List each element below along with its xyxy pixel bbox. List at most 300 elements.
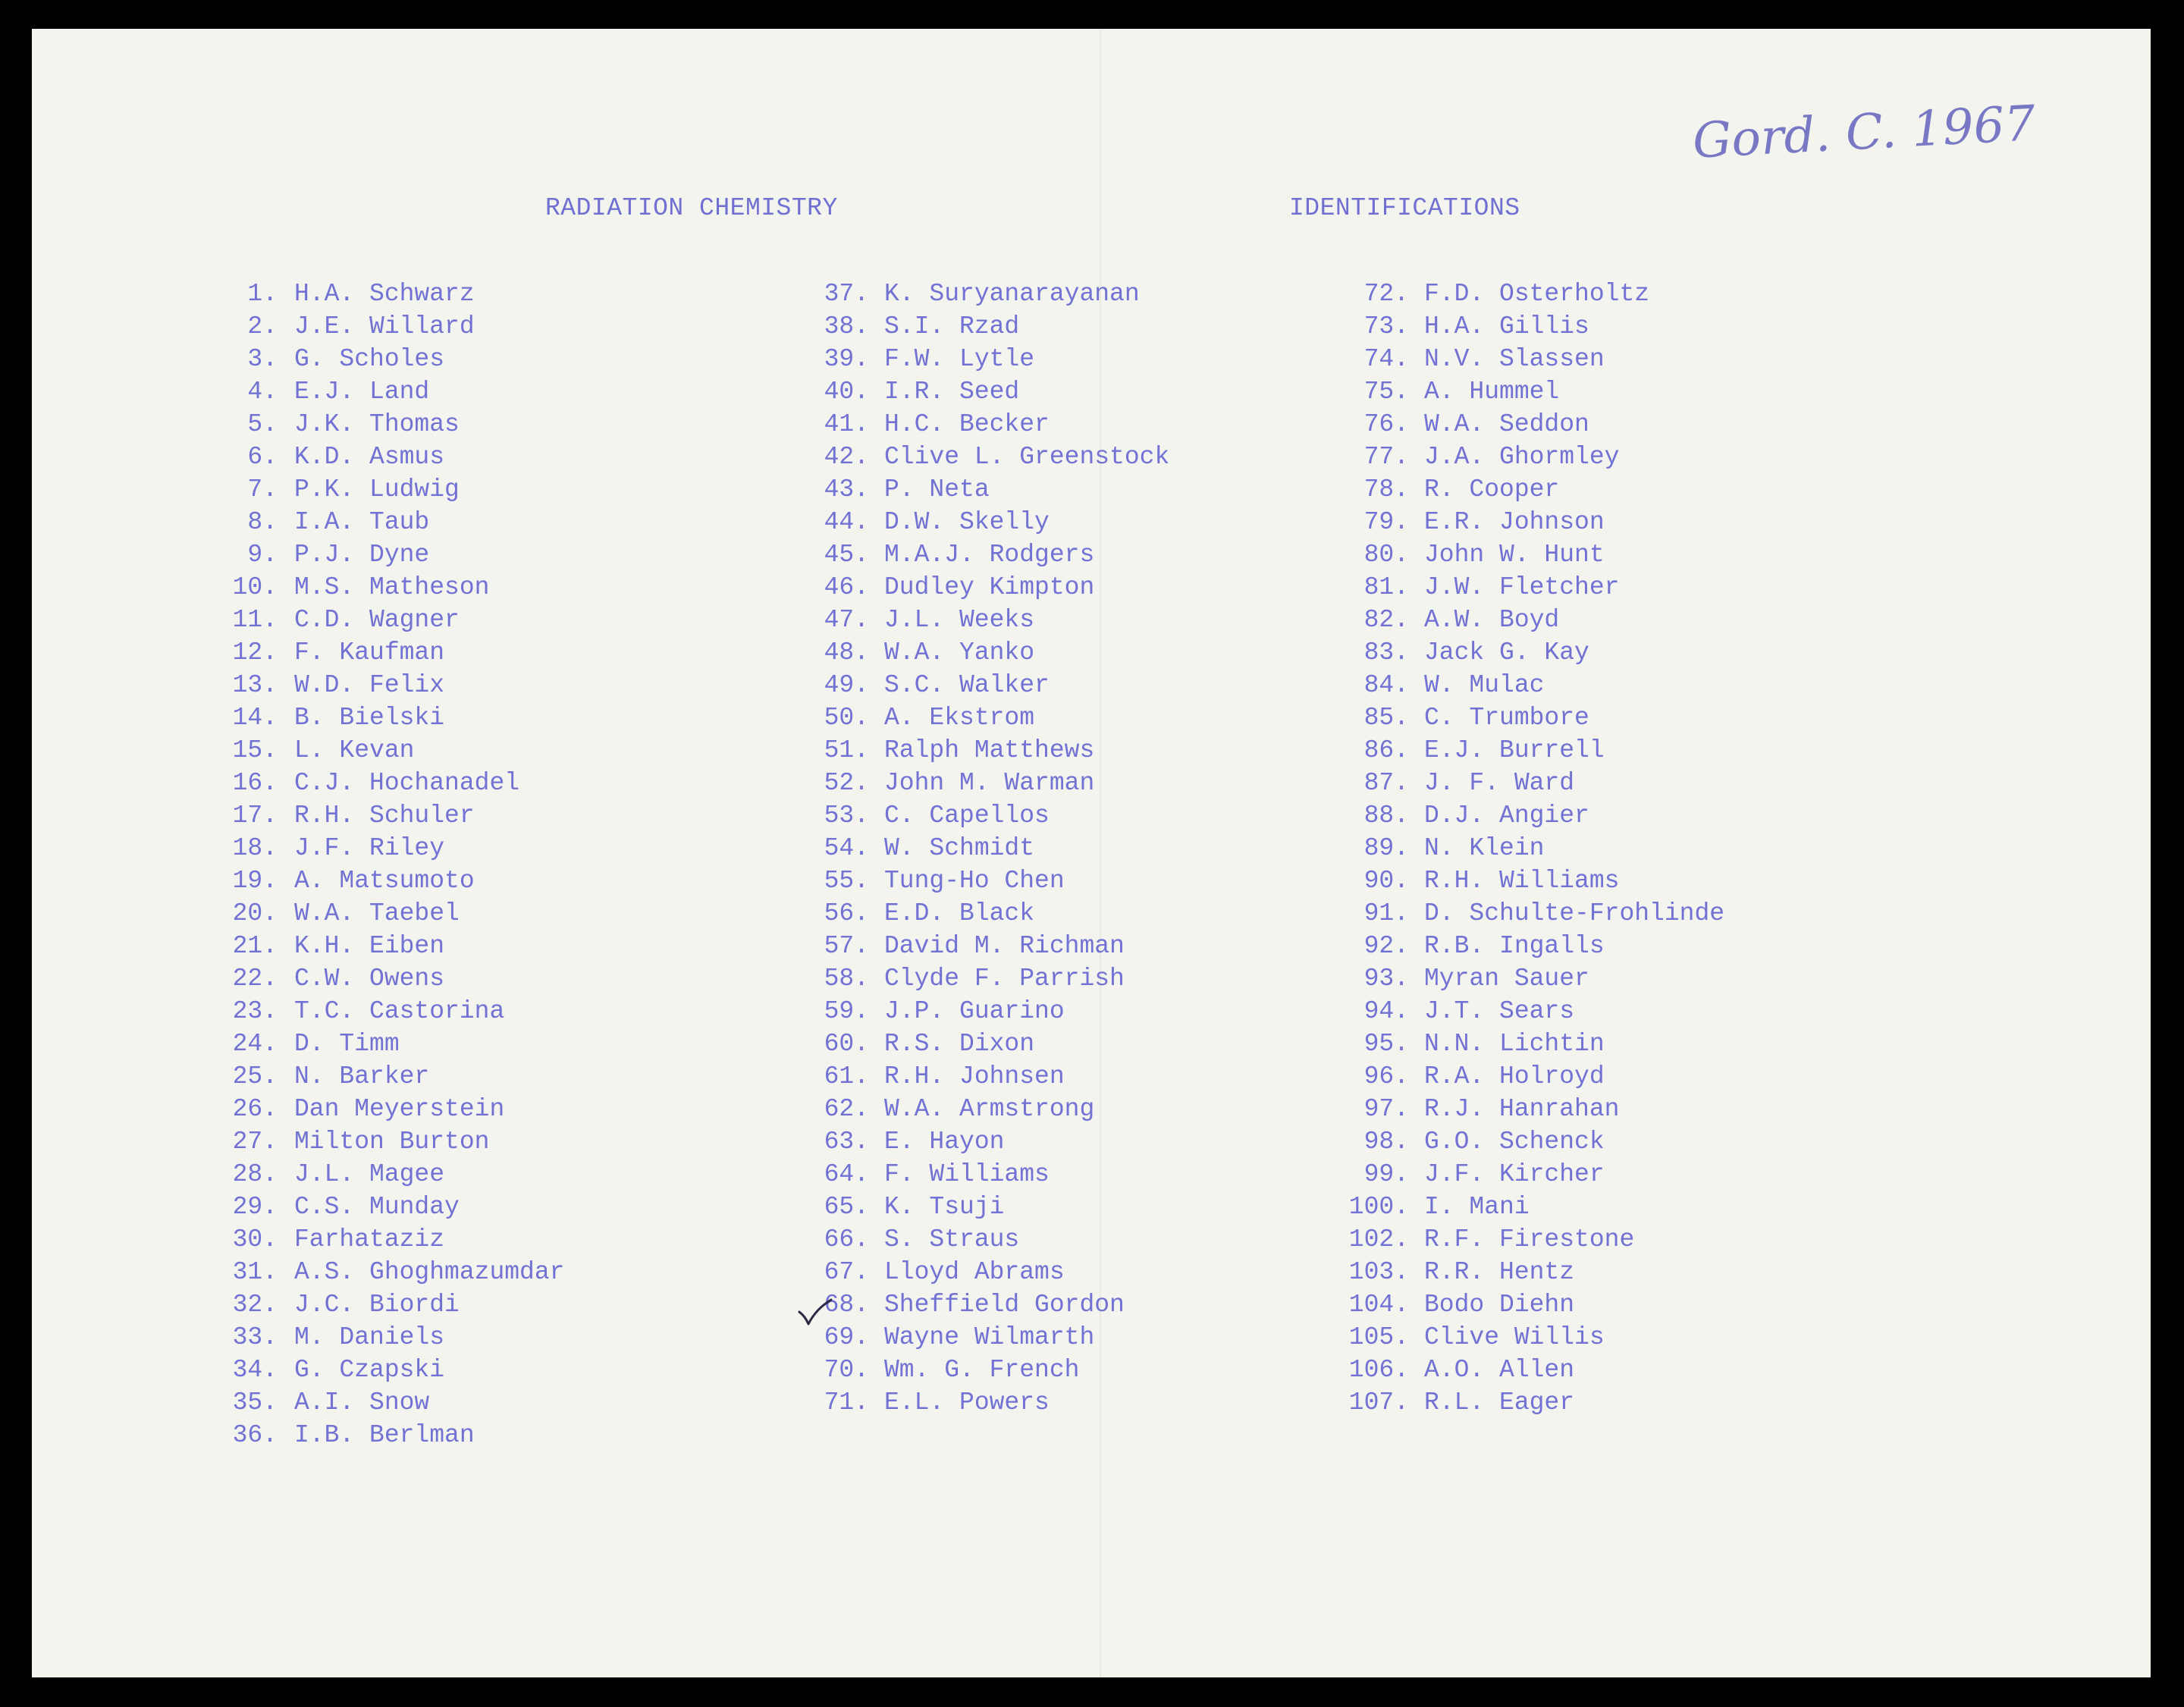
entry-name: J.P. Guarino [884, 997, 1065, 1025]
entry-name: J.E. Willard [294, 312, 475, 340]
list-item [805, 995, 1169, 1028]
list-item [223, 1223, 564, 1256]
entry-number: 86. [1363, 736, 1409, 764]
entry-number: 68. [824, 1291, 869, 1319]
entry-number: 94. [1363, 997, 1409, 1025]
entry-name: A.S. Ghoghmazumdar [294, 1258, 565, 1286]
entry-name: K.D. Asmus [294, 443, 445, 471]
entry-name: K. Tsuji [884, 1193, 1005, 1221]
entry-number: 47. [824, 606, 869, 634]
entry-name: C.D. Wagner [294, 606, 460, 634]
name-column-3 [1345, 278, 1724, 1419]
entry-name: A.W. Boyd [1424, 606, 1560, 634]
entry-number: 30. [232, 1225, 278, 1254]
entry-number: 56. [824, 899, 869, 927]
entry-number: 95. [1363, 1030, 1409, 1058]
entry-name: E.D. Black [884, 899, 1035, 927]
entry-name: D. Schulte-Frohlinde [1424, 899, 1725, 927]
list-item [1345, 636, 1724, 669]
entry-number: 73. [1363, 312, 1409, 340]
list-item [1345, 473, 1724, 506]
entry-number: 63. [824, 1128, 869, 1156]
entry-number: 20. [232, 899, 278, 927]
entry-number: 5. [247, 410, 278, 438]
entry-name: W.D. Felix [294, 671, 445, 699]
entry-number: 102. [1348, 1225, 1409, 1254]
list-item [223, 1419, 564, 1451]
list-item [805, 310, 1169, 343]
entry-number: 43. [824, 475, 869, 504]
entry-name: Lloyd Abrams [884, 1258, 1065, 1286]
entry-number: 29. [232, 1193, 278, 1221]
entry-name: Bodo Diehn [1424, 1291, 1575, 1319]
list-item [805, 1191, 1169, 1223]
entry-name: J.W. Fletcher [1424, 573, 1620, 601]
handwritten-annotation: Gord. C. 1967 [1691, 96, 2037, 170]
entry-number: 23. [232, 997, 278, 1025]
entry-name: J. F. Ward [1424, 769, 1575, 797]
entry-name: I.B. Berlman [294, 1421, 475, 1449]
entry-name: N. Klein [1424, 834, 1545, 862]
list-item [805, 832, 1169, 864]
entry-name: S. Straus [884, 1225, 1020, 1254]
list-item [1345, 1354, 1724, 1386]
list-item [223, 408, 564, 441]
entry-number: 12. [232, 639, 278, 667]
entry-name: J.K. Thomas [294, 410, 460, 438]
entry-name: E.R. Johnson [1424, 508, 1605, 536]
entry-number: 100. [1348, 1193, 1409, 1221]
list-item [1345, 441, 1724, 473]
entry-number: 104. [1348, 1291, 1409, 1319]
list-item [805, 799, 1169, 832]
list-item [805, 343, 1169, 375]
entry-name: John W. Hunt [1424, 541, 1605, 569]
list-item [223, 930, 564, 962]
entry-name: Clive L. Greenstock [884, 443, 1170, 471]
entry-name: W. Schmidt [884, 834, 1035, 862]
entry-number: 49. [824, 671, 869, 699]
list-item [805, 408, 1169, 441]
list-item [805, 1386, 1169, 1419]
entry-name: N. Barker [294, 1062, 430, 1090]
list-item [805, 1158, 1169, 1191]
name-column-2 [805, 278, 1169, 1419]
entry-name: John M. Warman [884, 769, 1095, 797]
entry-number: 11. [232, 606, 278, 634]
entry-name: W.A. Taebel [294, 899, 460, 927]
entry-name: A. Ekstrom [884, 704, 1035, 732]
entry-number: 2. [247, 312, 278, 340]
entry-number: 16. [232, 769, 278, 797]
entry-number: 13. [232, 671, 278, 699]
list-item [1345, 278, 1724, 310]
list-item [1345, 1158, 1724, 1191]
list-item [223, 701, 564, 734]
entry-name: J.F. Kircher [1424, 1160, 1605, 1188]
list-item [223, 538, 564, 571]
entry-number: 96. [1363, 1062, 1409, 1090]
list-item [1345, 799, 1724, 832]
entry-name: E. Hayon [884, 1128, 1005, 1156]
list-item [805, 1321, 1169, 1354]
entry-number: 28. [232, 1160, 278, 1188]
list-item [1345, 995, 1724, 1028]
list-item [223, 734, 564, 767]
list-item [1345, 1093, 1724, 1125]
entry-name: T.C. Castorina [294, 997, 505, 1025]
entry-number: 42. [824, 443, 869, 471]
entry-name: R.H. Williams [1424, 867, 1620, 895]
checkmark-icon [796, 1297, 833, 1327]
list-item [805, 701, 1169, 734]
entry-name: A.I. Snow [294, 1389, 430, 1417]
entry-number: 70. [824, 1356, 869, 1384]
entry-number: 76. [1363, 410, 1409, 438]
list-item [805, 864, 1169, 897]
entry-name: R. Cooper [1424, 475, 1560, 504]
entry-number: 54. [824, 834, 869, 862]
list-item [223, 310, 564, 343]
list-item [1345, 571, 1724, 604]
list-item [1345, 604, 1724, 636]
entry-number: 22. [232, 965, 278, 993]
entry-name: Farhataziz [294, 1225, 445, 1254]
entry-name: C.S. Munday [294, 1193, 460, 1221]
entry-number: 98. [1363, 1128, 1409, 1156]
entry-name: Jack G. Kay [1424, 639, 1589, 667]
entry-name: B. Bielski [294, 704, 445, 732]
list-item [223, 1386, 564, 1419]
entry-number: 81. [1363, 573, 1409, 601]
list-item [1345, 669, 1724, 701]
list-item [223, 1060, 564, 1093]
list-item [223, 473, 564, 506]
entry-name: W.A. Seddon [1424, 410, 1589, 438]
entry-name: I.R. Seed [884, 378, 1020, 406]
entry-number: 66. [824, 1225, 869, 1254]
entry-number: 99. [1363, 1160, 1409, 1188]
list-item [223, 1288, 564, 1321]
entry-number: 52. [824, 769, 869, 797]
list-item [1345, 1028, 1724, 1060]
entry-name: A. Matsumoto [294, 867, 475, 895]
list-item [1345, 767, 1724, 799]
list-item [805, 1354, 1169, 1386]
list-item [1345, 864, 1724, 897]
entry-name: Milton Burton [294, 1128, 490, 1156]
list-item [1345, 1125, 1724, 1158]
entry-number: 51. [824, 736, 869, 764]
name-column-1 [223, 278, 564, 1451]
list-item [805, 1028, 1169, 1060]
entry-number: 59. [824, 997, 869, 1025]
title-identifications: IDENTIFICATIONS [1289, 194, 1520, 222]
list-item [223, 441, 564, 473]
entry-number: 83. [1363, 639, 1409, 667]
entry-name: P.K. Ludwig [294, 475, 460, 504]
entry-name: P.J. Dyne [294, 541, 430, 569]
entry-number: 88. [1363, 802, 1409, 830]
entry-name: W.A. Armstrong [884, 1095, 1095, 1123]
entry-number: 55. [824, 867, 869, 895]
list-item [805, 962, 1169, 995]
entry-number: 37. [824, 280, 869, 308]
entry-number: 15. [232, 736, 278, 764]
list-item [1345, 930, 1724, 962]
entry-number: 92. [1363, 932, 1409, 960]
entry-name: R.A. Holroyd [1424, 1062, 1605, 1090]
list-item [1345, 375, 1724, 408]
entry-name: J.T. Sears [1424, 997, 1575, 1025]
document-page [32, 29, 2151, 1677]
entry-number: 106. [1348, 1356, 1409, 1384]
entry-number: 67. [824, 1258, 869, 1286]
entry-name: Dudley Kimpton [884, 573, 1095, 601]
list-item [1345, 832, 1724, 864]
entry-name: R.J. Hanrahan [1424, 1095, 1620, 1123]
entry-name: D.W. Skelly [884, 508, 1050, 536]
entry-number: 4. [247, 378, 278, 406]
entry-number: 62. [824, 1095, 869, 1123]
list-item [805, 375, 1169, 408]
entry-number: 36. [232, 1421, 278, 1449]
list-item [805, 1060, 1169, 1093]
entry-name: W.A. Yanko [884, 639, 1035, 667]
entry-number: 32. [232, 1291, 278, 1319]
list-item [805, 636, 1169, 669]
list-item [223, 1191, 564, 1223]
entry-number: 9. [247, 541, 278, 569]
list-item [1345, 1223, 1724, 1256]
entry-number: 61. [824, 1062, 869, 1090]
entry-name: E.L. Powers [884, 1389, 1050, 1417]
entry-number: 40. [824, 378, 869, 406]
entry-number: 44. [824, 508, 869, 536]
list-item [223, 897, 564, 930]
entry-name: D.J. Angier [1424, 802, 1589, 830]
list-item [1345, 1321, 1724, 1354]
entry-name: D. Timm [294, 1030, 400, 1058]
list-item [1345, 343, 1724, 375]
entry-number: 91. [1363, 899, 1409, 927]
entry-name: K.H. Eiben [294, 932, 445, 960]
entry-name: Wayne Wilmarth [884, 1323, 1095, 1351]
list-item [805, 1125, 1169, 1158]
entry-name: H.C. Becker [884, 410, 1050, 438]
entry-name: F. Kaufman [294, 639, 445, 667]
entry-number: 14. [232, 704, 278, 732]
entry-number: 26. [232, 1095, 278, 1123]
entry-number: 77. [1363, 443, 1409, 471]
entry-number: 97. [1363, 1095, 1409, 1123]
entry-name: I. Mani [1424, 1193, 1530, 1221]
entry-number: 48. [824, 639, 869, 667]
entry-number: 8. [247, 508, 278, 536]
entry-name: R.H. Johnsen [884, 1062, 1065, 1090]
list-item [1345, 962, 1724, 995]
entry-name: J.L. Magee [294, 1160, 445, 1188]
entry-name: F.D. Osterholtz [1424, 280, 1650, 308]
entry-name: H.A. Gillis [1424, 312, 1589, 340]
list-item [1345, 897, 1724, 930]
entry-number: 71. [824, 1389, 869, 1417]
entry-number: 89. [1363, 834, 1409, 862]
list-item [805, 571, 1169, 604]
entry-name: C.W. Owens [294, 965, 445, 993]
entry-name: N.V. Slassen [1424, 345, 1605, 373]
entry-number: 85. [1363, 704, 1409, 732]
list-item [805, 538, 1169, 571]
entry-name: R.F. Firestone [1424, 1225, 1635, 1254]
list-item [1345, 310, 1724, 343]
list-item [223, 1093, 564, 1125]
entry-name: C. Capellos [884, 802, 1050, 830]
list-item [1345, 1288, 1724, 1321]
entry-name: R.R. Hentz [1424, 1258, 1575, 1286]
entry-name: H.A. Schwarz [294, 280, 475, 308]
list-item [805, 669, 1169, 701]
entry-number: 50. [824, 704, 869, 732]
entry-name: R.H. Schuler [294, 802, 475, 830]
entry-number: 24. [232, 1030, 278, 1058]
entry-number: 25. [232, 1062, 278, 1090]
entry-name: J.F. Riley [294, 834, 445, 862]
list-item [223, 669, 564, 701]
entry-number: 33. [232, 1323, 278, 1351]
entry-name: R.L. Eager [1424, 1389, 1575, 1417]
entry-number: 27. [232, 1128, 278, 1156]
list-item [223, 1028, 564, 1060]
entry-number: 105. [1348, 1323, 1409, 1351]
list-item [805, 604, 1169, 636]
entry-number: 3. [247, 345, 278, 373]
list-item [223, 1321, 564, 1354]
list-item [1345, 1060, 1724, 1093]
entry-name: R.S. Dixon [884, 1030, 1035, 1058]
entry-name: J.A. Ghormley [1424, 443, 1620, 471]
list-item [223, 278, 564, 310]
entry-number: 84. [1363, 671, 1409, 699]
list-item [1345, 506, 1724, 538]
list-item [223, 832, 564, 864]
entry-number: 80. [1363, 541, 1409, 569]
list-item [805, 930, 1169, 962]
entry-name: W. Mulac [1424, 671, 1545, 699]
list-item [805, 278, 1169, 310]
list-item [805, 441, 1169, 473]
list-item [223, 767, 564, 799]
list-item [805, 734, 1169, 767]
entry-name: M. Daniels [294, 1323, 445, 1351]
entry-number: 79. [1363, 508, 1409, 536]
entry-number: 7. [247, 475, 278, 504]
list-item [223, 1354, 564, 1386]
list-item [1345, 1191, 1724, 1223]
list-item [223, 864, 564, 897]
entry-number: 38. [824, 312, 869, 340]
entry-number: 69. [824, 1323, 869, 1351]
entry-number: 19. [232, 867, 278, 895]
list-item [223, 962, 564, 995]
entry-name: Dan Meyerstein [294, 1095, 505, 1123]
entry-number: 75. [1363, 378, 1409, 406]
entry-number: 41. [824, 410, 869, 438]
entry-name: F. Williams [884, 1160, 1050, 1188]
entry-name: A. Hummel [1424, 378, 1560, 406]
list-item [1345, 408, 1724, 441]
list-item [805, 897, 1169, 930]
entry-number: 58. [824, 965, 869, 993]
entry-name: Clive Willis [1424, 1323, 1605, 1351]
entry-number: 34. [232, 1356, 278, 1384]
entry-name: Myran Sauer [1424, 965, 1589, 993]
entry-number: 107. [1348, 1389, 1409, 1417]
list-item [805, 1223, 1169, 1256]
entry-number: 6. [247, 443, 278, 471]
entry-name: A.O. Allen [1424, 1356, 1575, 1384]
entry-name: E.J. Land [294, 378, 430, 406]
entry-number: 39. [824, 345, 869, 373]
list-item [805, 1288, 1169, 1321]
entry-number: 103. [1348, 1258, 1409, 1286]
entry-number: 10. [232, 573, 278, 601]
list-item [805, 1093, 1169, 1125]
list-item [223, 604, 564, 636]
list-item [223, 1125, 564, 1158]
entry-number: 87. [1363, 769, 1409, 797]
entry-number: 1. [247, 280, 278, 308]
list-item [223, 636, 564, 669]
list-item [223, 506, 564, 538]
entry-name: G. Scholes [294, 345, 445, 373]
entry-number: 17. [232, 802, 278, 830]
list-item [805, 473, 1169, 506]
entry-number: 31. [232, 1258, 278, 1286]
entry-name: N.N. Lichtin [1424, 1030, 1605, 1058]
list-item [1345, 734, 1724, 767]
entry-name: F.W. Lytle [884, 345, 1035, 373]
entry-number: 74. [1363, 345, 1409, 373]
entry-number: 93. [1363, 965, 1409, 993]
entry-name: Ralph Matthews [884, 736, 1095, 764]
list-item [805, 767, 1169, 799]
entry-name: David M. Richman [884, 932, 1125, 960]
entry-name: K. Suryanarayanan [884, 280, 1140, 308]
list-item [1345, 701, 1724, 734]
list-item [1345, 1256, 1724, 1288]
entry-name: G. Czapski [294, 1356, 445, 1384]
entry-number: 72. [1363, 280, 1409, 308]
entry-number: 60. [824, 1030, 869, 1058]
entry-number: 45. [824, 541, 869, 569]
entry-name: S.C. Walker [884, 671, 1050, 699]
entry-number: 35. [232, 1389, 278, 1417]
list-item [223, 1158, 564, 1191]
entry-name: J.L. Weeks [884, 606, 1035, 634]
list-item [1345, 538, 1724, 571]
entry-number: 82. [1363, 606, 1409, 634]
title-radiation-chemistry: RADIATION CHEMISTRY [545, 194, 838, 222]
entry-name: C. Trumbore [1424, 704, 1589, 732]
entry-name: P. Neta [884, 475, 990, 504]
entry-name: E.J. Burrell [1424, 736, 1605, 764]
entry-number: 46. [824, 573, 869, 601]
entry-number: 53. [824, 802, 869, 830]
entry-name: S.I. Rzad [884, 312, 1020, 340]
entry-name: C.J. Hochanadel [294, 769, 520, 797]
list-item [1345, 1386, 1724, 1419]
